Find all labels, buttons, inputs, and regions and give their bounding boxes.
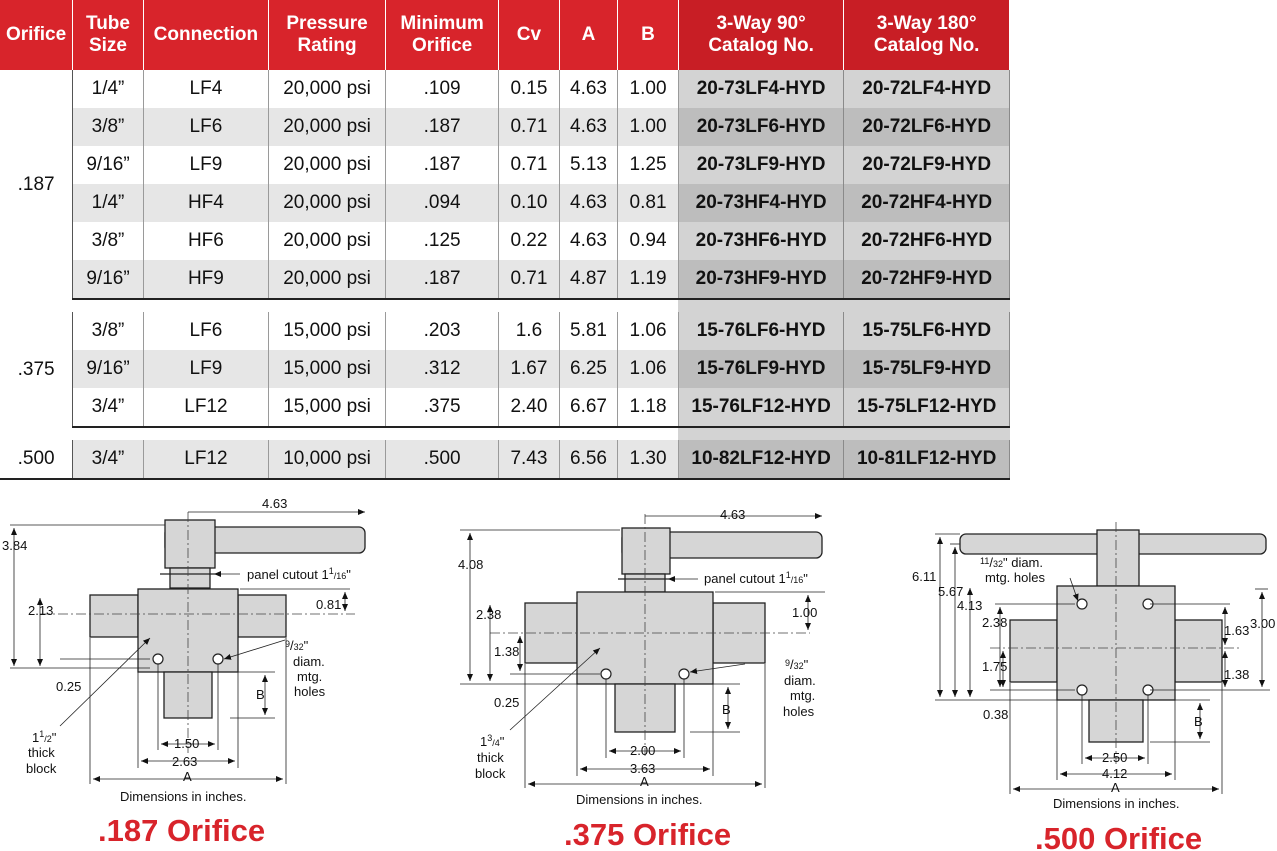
dim-r3: 1.38: [1224, 667, 1250, 682]
mounting-holes-label: $^{11}$/32" diam.: [980, 555, 1043, 570]
header-orifice: Orifice: [0, 0, 73, 70]
min-orifice-cell: .312: [386, 350, 499, 388]
cv-cell: 1.6: [499, 312, 560, 350]
stem-nut: [170, 568, 210, 588]
panel-cutout-label: panel cutout $1^1_/16$": [247, 566, 351, 582]
mounting-hole: [601, 669, 611, 679]
drawing-caption: Dimensions in inches.: [576, 792, 703, 807]
b-cell: 0.81: [618, 184, 679, 222]
header-3way-90: 3-Way 90° Catalog No.: [678, 0, 844, 70]
drawing-caption: Dimensions in inches.: [1053, 796, 1180, 811]
connection-cell: LF6: [143, 108, 268, 146]
mounting-hole: [213, 654, 223, 664]
header-minimum-orifice: Minimum Orifice: [386, 0, 499, 70]
dim-hole: 0.25: [56, 679, 82, 694]
left-port: [1010, 620, 1057, 682]
block-label: $1^3_/4$": [480, 733, 505, 749]
mounting-hole: [679, 669, 689, 679]
drawing-caption: Dimensions in inches.: [120, 789, 247, 804]
table-row: [0, 440, 1010, 479]
dim-holes: 2.50: [1102, 750, 1128, 765]
mounting-holes-line: diam.: [784, 673, 816, 688]
pressure-cell: 20,000 psi: [269, 108, 386, 146]
orifice-cell: .187: [0, 70, 73, 299]
cv-cell: 0.22: [499, 222, 560, 260]
catalog-180-cell: 10-81LF12-HYD: [844, 440, 1010, 479]
drawing-title: .187 Orifice: [98, 813, 266, 848]
block-label: $1^1_/2$": [32, 729, 57, 745]
tube-size-cell: 1/4”: [73, 184, 144, 222]
dim-center: 2.38: [476, 607, 502, 622]
block-label-line: thick: [28, 745, 55, 760]
block-label-line: block: [475, 766, 506, 781]
min-orifice-cell: .375: [386, 388, 499, 427]
cv-cell: 0.71: [499, 146, 560, 184]
catalog-180-cell: 20-72LF6-HYD: [844, 108, 1010, 146]
connection-cell: HF6: [143, 222, 268, 260]
catalog-90-cell: 20-73LF6-HYD: [678, 108, 844, 146]
mounting-holes-line: diam.: [293, 654, 325, 669]
dim-b: B: [1194, 714, 1203, 729]
a-cell: 5.81: [559, 312, 618, 350]
mounting-holes-line: mtg.: [790, 688, 816, 703]
min-orifice-cell: .094: [386, 184, 499, 222]
catalog-90-cell: 15-76LF6-HYD: [678, 312, 844, 350]
mounting-holes-label: $^9$/32": [785, 657, 809, 672]
drawing-375: [458, 507, 825, 851]
orifice-cell: .500: [0, 440, 73, 479]
dim-center: 2.38: [982, 615, 1008, 630]
a-cell: 4.63: [559, 222, 618, 260]
drawing-title: .500 Orifice: [1035, 821, 1203, 851]
dim-top: 1.00: [792, 605, 818, 620]
connection-cell: LF12: [143, 440, 268, 479]
table-row: [0, 350, 1010, 388]
cv-cell: 7.43: [499, 440, 560, 479]
dim-holes: 2.00: [630, 743, 656, 758]
dim-center: 2.13: [28, 603, 54, 618]
drawing-187: [2, 496, 365, 848]
catalog-90-cell: 20-73HF6-HYD: [678, 222, 844, 260]
dim-b: B: [256, 687, 265, 702]
a-cell: 6.25: [559, 350, 618, 388]
catalog-90-cell: 20-73LF4-HYD: [678, 70, 844, 108]
dim-width: 3.63: [630, 761, 656, 776]
b-cell: 1.00: [618, 70, 679, 108]
block-label-line: thick: [477, 750, 504, 765]
table-row: [0, 222, 1010, 260]
table-row: [0, 184, 1010, 222]
min-orifice-cell: .500: [386, 440, 499, 479]
connection-cell: LF12: [143, 388, 268, 427]
catalog-180-cell: 20-72HF4-HYD: [844, 184, 1010, 222]
dim-handle: 4.63: [720, 507, 746, 522]
a-cell: 4.87: [559, 260, 618, 299]
header-cv: Cv: [499, 0, 560, 70]
catalog-90-cell: 20-73LF9-HYD: [678, 146, 844, 184]
dim-height: 4.08: [458, 557, 484, 572]
pressure-cell: 15,000 psi: [269, 312, 386, 350]
table-row: [0, 108, 1010, 146]
header-a: A: [559, 0, 618, 70]
cv-cell: 2.40: [499, 388, 560, 427]
cv-cell: 0.71: [499, 108, 560, 146]
dim-r2: 3.00: [1250, 616, 1276, 631]
catalog-180-cell: 15-75LF12-HYD: [844, 388, 1010, 427]
tube-size-cell: 3/8”: [73, 108, 144, 146]
connection-cell: HF9: [143, 260, 268, 299]
dim-handle: 4.63: [262, 496, 288, 511]
dim-a: A: [640, 774, 649, 789]
catalog-90-cell: 15-76LF12-HYD: [678, 388, 844, 427]
spec-table: [0, 0, 1010, 480]
mounting-holes-label: $^9$/32": [285, 638, 309, 653]
mounting-holes-line: holes: [294, 684, 326, 699]
tube-size-cell: 9/16”: [73, 350, 144, 388]
block-label-line: block: [26, 761, 57, 776]
min-orifice-cell: .187: [386, 146, 499, 184]
dimension-drawings: [0, 488, 1277, 851]
pressure-cell: 15,000 psi: [269, 350, 386, 388]
a-cell: 6.67: [559, 388, 618, 427]
a-cell: 5.13: [559, 146, 618, 184]
table-row: [0, 388, 1010, 427]
dim-h2: 5.67: [938, 584, 964, 599]
connection-cell: LF4: [143, 70, 268, 108]
dim-mid: 1.38: [494, 644, 520, 659]
mounting-holes-line: mtg.: [297, 669, 323, 684]
min-orifice-cell: .125: [386, 222, 499, 260]
connection-cell: LF9: [143, 350, 268, 388]
b-cell: 1.25: [618, 146, 679, 184]
drawing-500: [912, 522, 1275, 851]
tube-size-cell: 9/16”: [73, 260, 144, 299]
connection-cell: HF4: [143, 184, 268, 222]
group-spacer: [0, 299, 1010, 312]
left-port: [90, 595, 138, 637]
dim-top: 0.81: [316, 597, 342, 612]
dim-a: A: [183, 769, 192, 784]
dim-width: 2.63: [172, 754, 198, 769]
drawing-title: .375 Orifice: [564, 817, 732, 851]
b-cell: 1.18: [618, 388, 679, 427]
mounting-hole: [1077, 599, 1087, 609]
handle-hub: [165, 520, 215, 568]
catalog-90-cell: 10-82LF12-HYD: [678, 440, 844, 479]
pressure-cell: 15,000 psi: [269, 388, 386, 427]
b-cell: 0.94: [618, 222, 679, 260]
dim-h3: 4.13: [957, 598, 983, 613]
group-spacer: [0, 427, 1010, 440]
catalog-90-cell: 20-73HF4-HYD: [678, 184, 844, 222]
handle-hub: [1097, 530, 1139, 586]
mounting-hole: [1077, 685, 1087, 695]
dim-a: A: [1111, 780, 1120, 795]
pressure-cell: 10,000 psi: [269, 440, 386, 479]
tube-size-cell: 3/4”: [73, 388, 144, 427]
dim-hole: 0.25: [494, 695, 520, 710]
connection-cell: LF9: [143, 146, 268, 184]
dim-mid: 1.75: [982, 659, 1008, 674]
pressure-cell: 20,000 psi: [269, 260, 386, 299]
pressure-cell: 20,000 psi: [269, 70, 386, 108]
drawings-svg: [0, 488, 1277, 851]
mounting-holes-line: mtg. holes: [985, 570, 1045, 585]
pressure-cell: 20,000 psi: [269, 146, 386, 184]
cv-cell: 0.15: [499, 70, 560, 108]
dim-holes: 1.50: [174, 736, 200, 751]
header-b: B: [618, 0, 679, 70]
handle-hub: [622, 528, 670, 574]
tube-size-cell: 3/8”: [73, 222, 144, 260]
catalog-180-cell: 20-72HF9-HYD: [844, 260, 1010, 299]
b-cell: 1.06: [618, 350, 679, 388]
catalog-180-cell: 15-75LF6-HYD: [844, 312, 1010, 350]
right-port: [238, 595, 286, 637]
catalog-90-cell: 20-73HF9-HYD: [678, 260, 844, 299]
dim-hole: 0.38: [983, 707, 1009, 722]
cv-cell: 1.67: [499, 350, 560, 388]
header-row: [0, 0, 1010, 70]
a-cell: 4.63: [559, 108, 618, 146]
header-connection: Connection: [143, 0, 268, 70]
a-cell: 4.63: [559, 184, 618, 222]
tube-size-cell: 3/8”: [73, 312, 144, 350]
catalog-180-cell: 15-75LF9-HYD: [844, 350, 1010, 388]
min-orifice-cell: .203: [386, 312, 499, 350]
table-row: [0, 146, 1010, 184]
b-cell: 1.19: [618, 260, 679, 299]
min-orifice-cell: .109: [386, 70, 499, 108]
catalog-180-cell: 20-72LF4-HYD: [844, 70, 1010, 108]
b-cell: 1.30: [618, 440, 679, 479]
cv-cell: 0.71: [499, 260, 560, 299]
header-pressure-rating: Pressure Rating: [269, 0, 386, 70]
a-cell: 6.56: [559, 440, 618, 479]
dim-b: B: [722, 702, 731, 717]
dim-width: 4.12: [1102, 766, 1128, 781]
dim-height: 6.11: [912, 569, 937, 584]
table-row: [0, 260, 1010, 299]
catalog-180-cell: 20-72HF6-HYD: [844, 222, 1010, 260]
pressure-cell: 20,000 psi: [269, 222, 386, 260]
dim-height: 3.84: [2, 538, 28, 553]
tube-size-cell: 9/16”: [73, 146, 144, 184]
orifice-cell: .375: [0, 312, 73, 427]
b-cell: 1.06: [618, 312, 679, 350]
right-port: [1175, 620, 1222, 682]
tube-size-cell: 1/4”: [73, 70, 144, 108]
mounting-holes-line: holes: [783, 704, 815, 719]
catalog-180-cell: 20-72LF9-HYD: [844, 146, 1010, 184]
min-orifice-cell: .187: [386, 260, 499, 299]
catalog-90-cell: 15-76LF9-HYD: [678, 350, 844, 388]
header-tube-size: Tube Size: [73, 0, 144, 70]
connection-cell: LF6: [143, 312, 268, 350]
a-cell: 4.63: [559, 70, 618, 108]
table-row: [0, 312, 1010, 350]
table-row: [0, 70, 1010, 108]
dim-r1: 1.63: [1224, 623, 1250, 638]
pressure-cell: 20,000 psi: [269, 184, 386, 222]
header-3way-180: 3-Way 180° Catalog No.: [844, 0, 1010, 70]
b-cell: 1.00: [618, 108, 679, 146]
cv-cell: 0.10: [499, 184, 560, 222]
tube-size-cell: 3/4”: [73, 440, 144, 479]
min-orifice-cell: .187: [386, 108, 499, 146]
mounting-hole: [153, 654, 163, 664]
panel-cutout-label: panel cutout $1^1_/16$": [704, 570, 808, 586]
